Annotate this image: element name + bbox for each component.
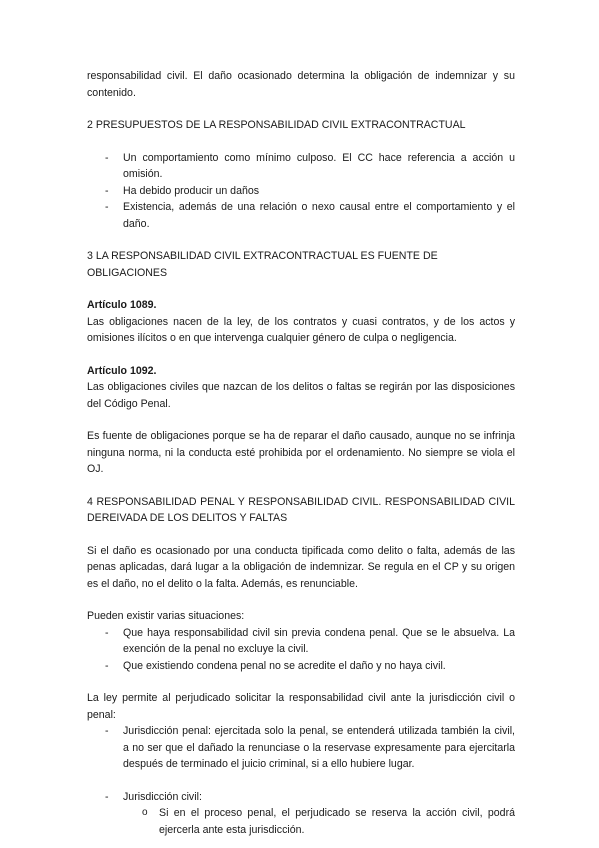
dash-bullet: - xyxy=(105,184,109,197)
dash-bullet: - xyxy=(105,659,109,672)
article-1089-text: Las obligaciones nacen de la ley, de los contratos y cuasi contratos, y de los actos y omisiones ilícitos o en que intervenga cualquier género de culpa o negligencia. xyxy=(87,315,515,344)
list-item: - Jurisdicción civil: xyxy=(87,789,515,806)
situations-list xyxy=(87,625,515,675)
dash-bullet: - xyxy=(105,151,109,164)
jurisdiction-list-2 xyxy=(87,789,515,806)
section-4-paragraph-3: La ley permite al perjudicado solicitar la responsabilidad civil ante la jurisdicción civil o penal: xyxy=(87,692,515,721)
list-item: - Que existiendo condena penal no se acredite el daño y no haya civil. xyxy=(87,658,515,675)
section-4-heading: 4 RESPONSABILIDAD PENAL Y RESPONSABILIDAD CIVIL. RESPONSABILIDAD CIVIL DEREIVADA DE LOS DELITOS Y FALTAS xyxy=(87,495,515,524)
section-4-paragraph-1: Si el daño es ocasionado por una conducta tipificada como delito o falta, además de las penas aplicadas, dará lugar a la obligación de indemnizar. Se regula en el CP y su origen es el daño, no el delito o la falta. Además, es renunciable. xyxy=(87,544,515,590)
section-3-paragraph: Es fuente de obligaciones porque se ha de reparar el daño causado, aunque no se infrinja ninguna norma, ni la conducta esté prohibida por el ordenamiento. No siempre se viola el OJ. xyxy=(87,430,515,475)
dash-bullet: - xyxy=(105,626,109,639)
list-item: - Jurisdicción penal: ejercitada solo la penal, se entenderá utilizada también la civil, a no ser que el dañado la renunciase o la reservase expresamente para ejercitarla después de terminado el juicio criminal, si a ello hubiere lugar. xyxy=(105,725,515,770)
dash-bullet: - xyxy=(105,790,109,803)
dash-bullet: - xyxy=(105,201,109,213)
sublist-item: o Si en el proceso penal, el perjudicado se reserva la acción civil, podrá ejercerla ante esta jurisdicción. xyxy=(142,807,515,836)
section-3-heading: 3 LA RESPONSABILIDAD CIVIL EXTRACONTRACTUAL ES FUENTE DE OBLIGACIONES xyxy=(87,250,438,279)
list-item: - Que haya responsabilidad civil sin previa condena penal. Que se le absuelva. La exención de la penal no excluye la civil. xyxy=(105,626,515,655)
document-body xyxy=(87,68,515,838)
intro-paragraph: responsabilidad civil. El daño ocasionado determina la obligación de indemnizar y su contenido. xyxy=(87,70,515,99)
article-1089-title: Artículo 1089. xyxy=(87,299,157,311)
circle-bullet: o xyxy=(142,807,148,818)
article-1092-text: Las obligaciones civiles que nazcan de los delitos o faltas se regirán por las disposiciones del Código Penal. xyxy=(87,381,515,410)
section-4-paragraph-2: Pueden existir varias situaciones: xyxy=(87,610,245,622)
civil-jurisdiction-sublist xyxy=(87,805,515,838)
list-item: - Un comportamiento como mínimo culposo. El CC hace referencia a acción u omisión. xyxy=(105,151,515,180)
list-item: - Ha debido producir un daños xyxy=(87,183,515,200)
list-item: - Existencia, además de una relación o nexo causal entre el comportamiento y el daño. xyxy=(105,201,515,230)
jurisdiction-list xyxy=(87,723,515,773)
article-1092-title: Artículo 1092. xyxy=(87,364,157,377)
section-2-heading: 2 PRESUPUESTOS DE LA RESPONSABILIDAD CIVIL EXTRACONTRACTUAL xyxy=(87,119,466,131)
section-2-list xyxy=(87,150,515,233)
dash-bullet: - xyxy=(105,725,109,737)
